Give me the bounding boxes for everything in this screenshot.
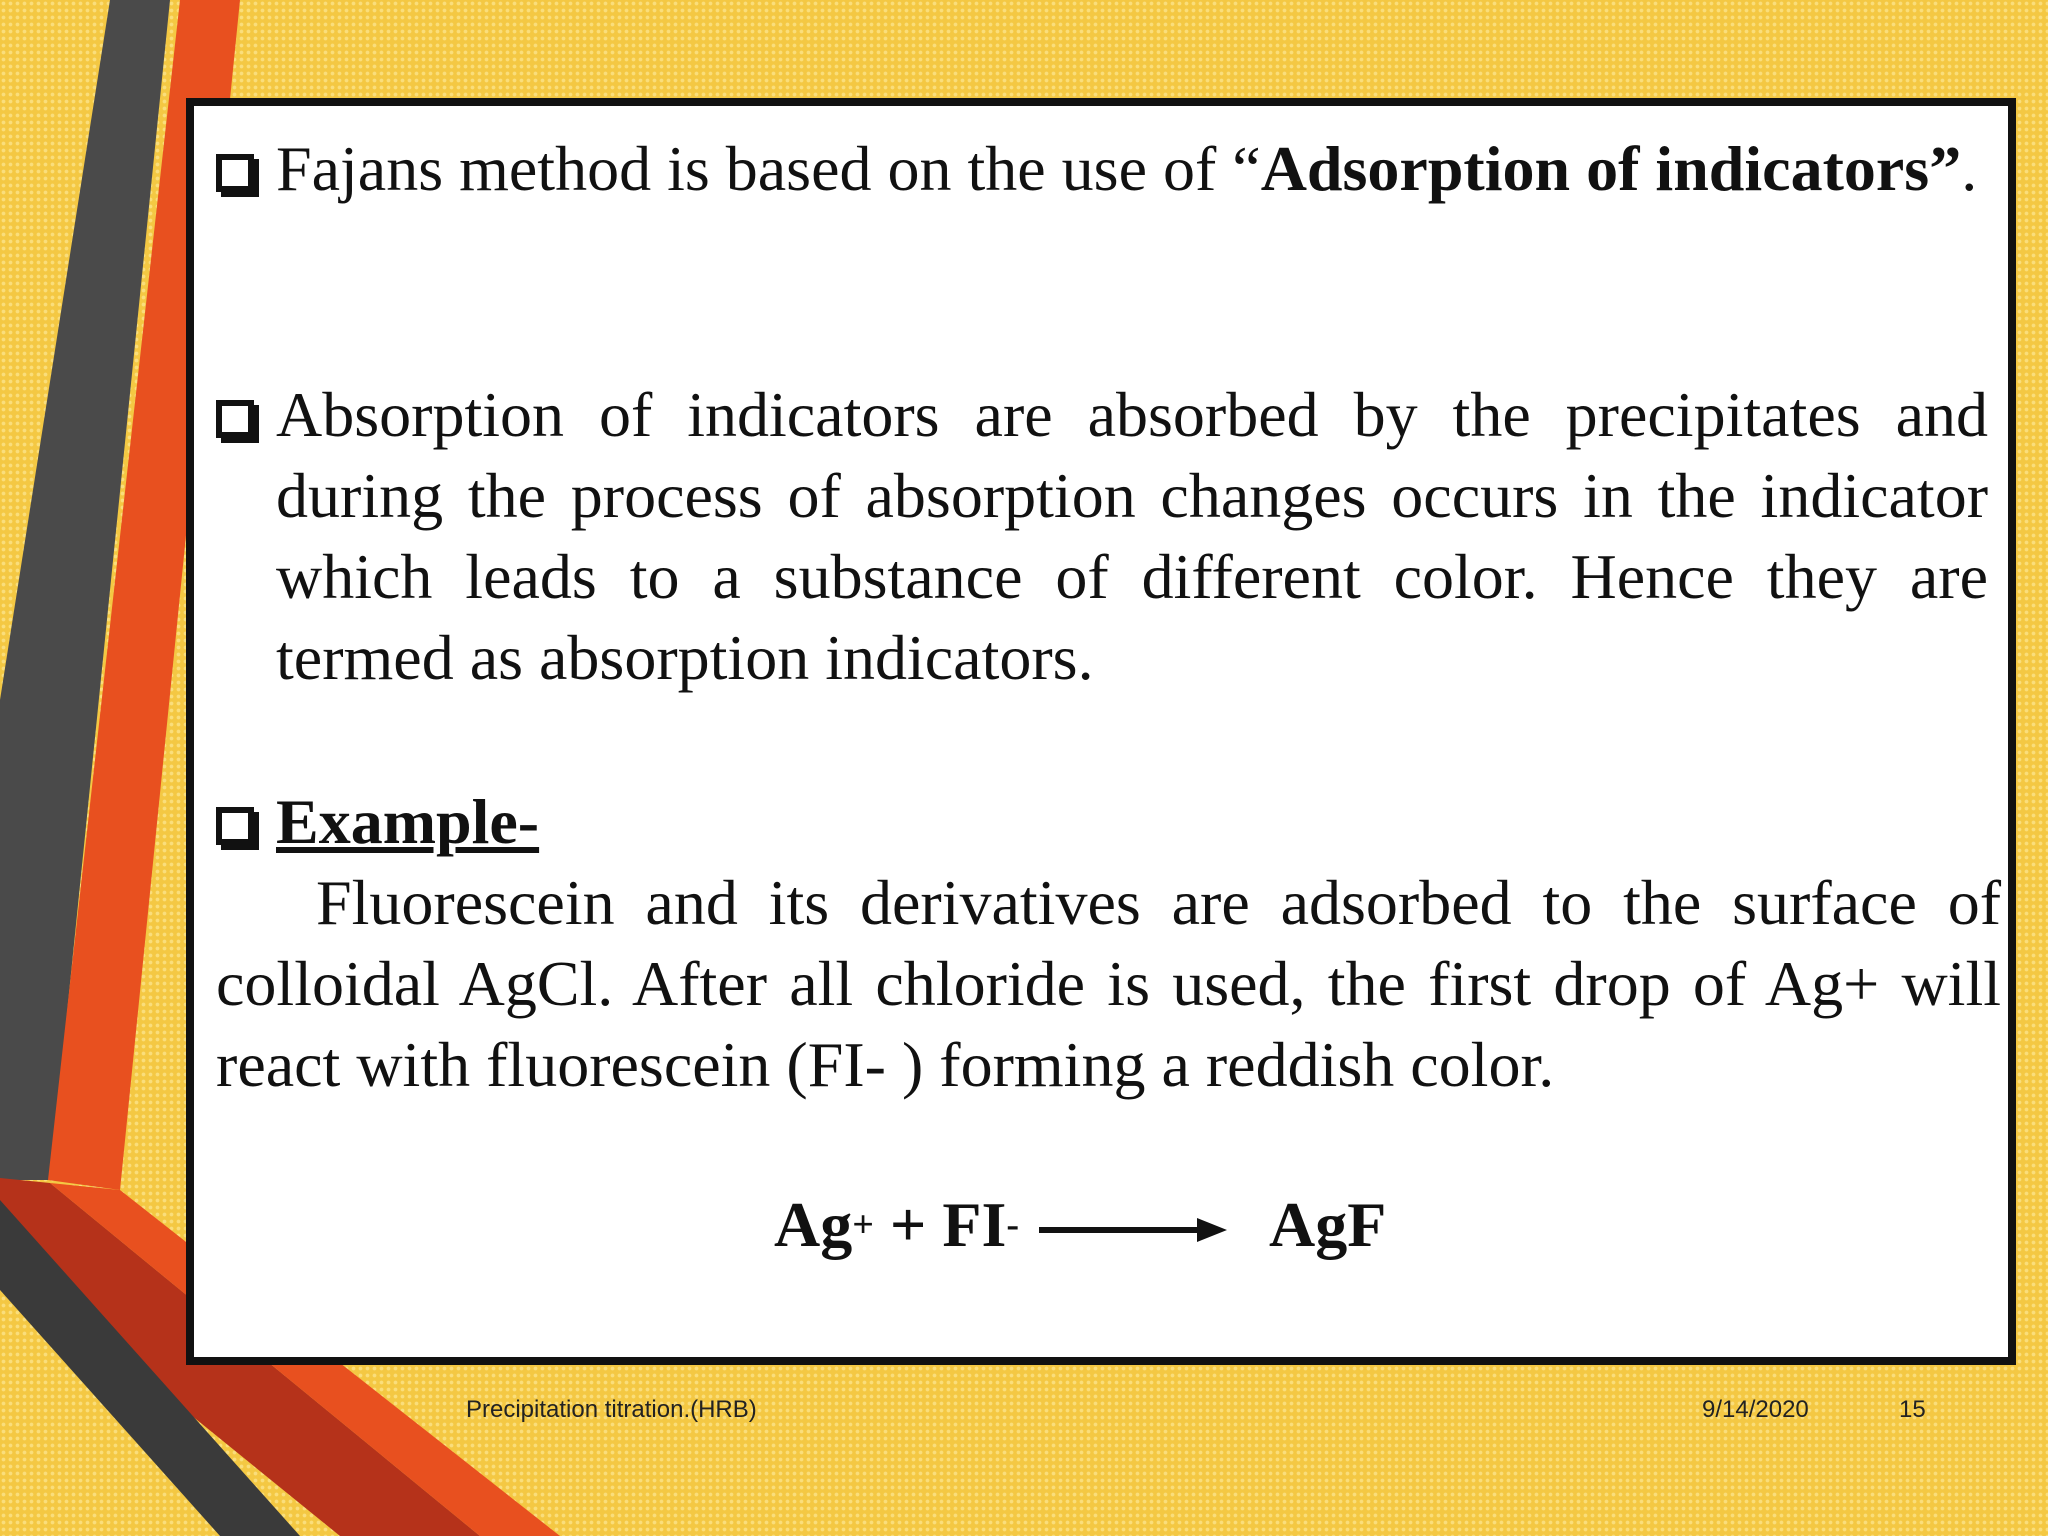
footer-page-number: 15	[1899, 1396, 1926, 1423]
bullet-absorption	[216, 374, 1988, 698]
plus-sign: +	[889, 1189, 927, 1260]
example-paragraph: Fluorescein and its derivatives are adsorbed to the surface of colloidal AgCl. After all chloride is used, the first drop of Ag+ will react with fluorescein (FI- ) forming a reddish color.	[216, 867, 2001, 1100]
footer-title: Precipitation titration.(HRB)	[466, 1396, 757, 1423]
reactant-ag: Ag	[774, 1189, 853, 1260]
checkbox-bullet-icon	[216, 807, 254, 845]
checkbox-bullet-icon	[216, 400, 254, 438]
product-agf: AgF	[1269, 1189, 1387, 1260]
reaction-equation: Ag + + FI - AgF	[774, 1189, 1387, 1260]
bold-term: Adsorption of indicators”	[1260, 133, 1962, 204]
content-panel	[186, 98, 2016, 1365]
reaction-arrow-icon	[1039, 1215, 1229, 1245]
checkbox-bullet-icon	[216, 154, 254, 192]
footer-date: 9/14/2020	[1702, 1396, 1809, 1423]
bullet-fajans	[216, 128, 1988, 209]
bullet-text: Absorption of indicators are absorbed by the precipitates and during the process of absorption changes occurs in the indicator which leads to a substance of different color. Hence they are termed as absorption indicators.	[276, 379, 1988, 693]
reactant-fi: FI	[942, 1189, 1007, 1260]
example-heading: Example-	[276, 786, 540, 857]
bullet-text: Fajans method is based on the use of “Adsorption of indicators”.	[276, 133, 1978, 204]
bullet-example	[216, 781, 539, 862]
